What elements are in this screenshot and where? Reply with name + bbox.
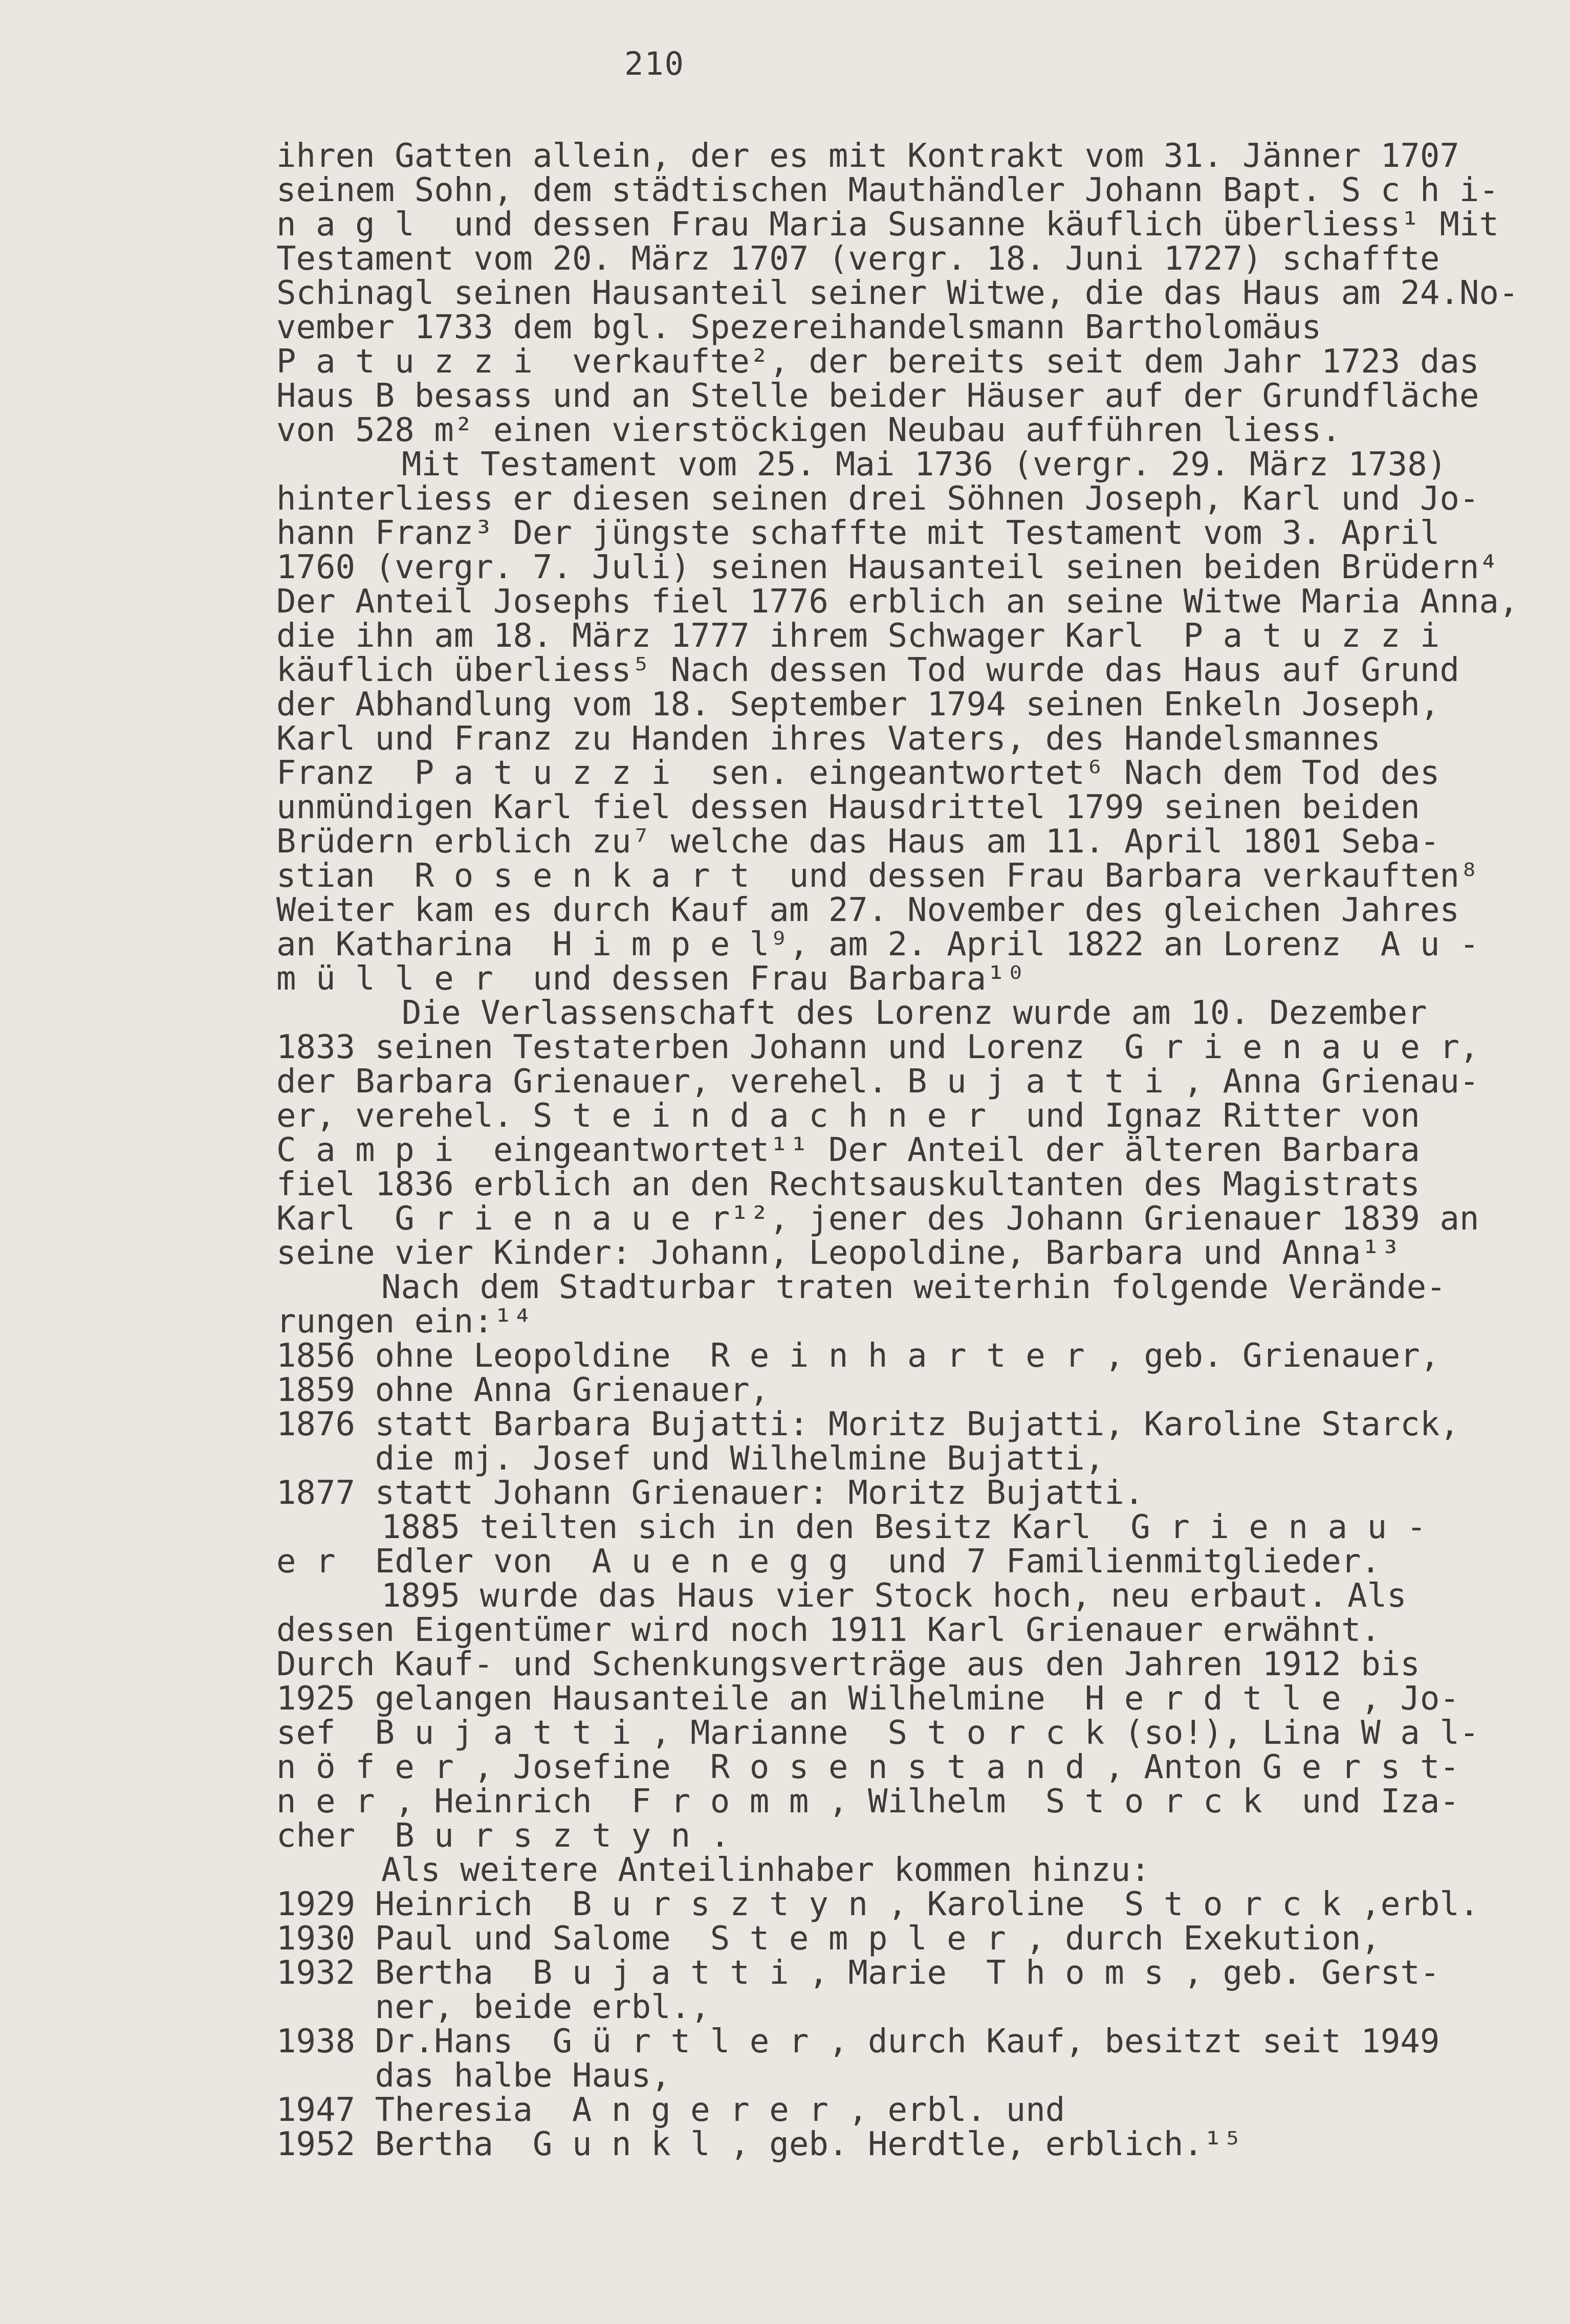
text-line: von 528 m² einen vierstöckigen Neubau aufführen liess. bbox=[276, 411, 1341, 449]
list-item: das halbe Haus, bbox=[276, 2057, 671, 2095]
paragraph-1 bbox=[276, 139, 1540, 448]
text-line: er, verehel. S t e i n d a c h n e r und Ignaz Ritter von bbox=[276, 1097, 1420, 1135]
list-item: 1932 Bertha B u j a t t i , Marie T h o m s , geb. Gerst- bbox=[276, 1954, 1440, 1992]
list-item: 1947 Theresia A n g e r e r , erbl. und bbox=[276, 2091, 1065, 2129]
paragraph-2 bbox=[276, 448, 1540, 996]
text-line: Franz P a t u z z i sen. eingeantwortet⁶ Nach dem Tod des bbox=[276, 754, 1440, 792]
paragraph-6 bbox=[276, 1579, 1540, 1853]
list-item: 1929 Heinrich B u r s z t y n , Karoline S t o r c k ,erbl. bbox=[276, 1885, 1479, 1923]
text-line: 1760 (vergr. 7. Juli) seinen Hausanteil seinen beiden Brüdern⁴ bbox=[276, 549, 1499, 586]
text-line: Mit Testament vom 25. Mai 1736 (vergr. 29. März 1738) bbox=[402, 446, 1447, 484]
list-item: 1876 statt Barbara Bujatti: Moritz Bujatti, Karoline Starck, bbox=[276, 1406, 1459, 1443]
list-item: 1938 Dr.Hans G ü r t l e r , durch Kauf, besitzt seit 1949 bbox=[276, 2023, 1440, 2060]
text-line: Brüdern erblich zu⁷ welche das Haus am 11. April 1801 Seba- bbox=[276, 823, 1440, 861]
paragraph-5 bbox=[276, 1510, 1540, 1579]
paragraph-3 bbox=[276, 996, 1540, 1270]
text-line: 1833 seinen Testaterben Johann und Lorenz G r i e n a u e r, bbox=[276, 1028, 1479, 1066]
text-line: Durch Kauf- und Schenkungsverträge aus den Jahren 1912 bis bbox=[276, 1646, 1420, 1683]
body-text bbox=[276, 139, 1540, 2162]
text-line: 1925 gelangen Hausanteile an Wilhelmine H e r d t l e , Jo- bbox=[276, 1680, 1459, 1718]
text-line: Karl und Franz zu Handen ihres Vaters, des Handelsmannes bbox=[276, 720, 1381, 758]
text-line: P a t u z z i verkaufte², der bereits seit dem Jahr 1723 das bbox=[276, 343, 1479, 381]
text-line: dessen Eigentümer wird noch 1911 Karl Grienauer erwähnt. bbox=[276, 1611, 1381, 1649]
text-line: n a g l und dessen Frau Maria Susanne käuflich überliess¹ Mit bbox=[276, 206, 1499, 244]
text-line: vember 1733 dem bgl. Spezereihandelsmann Bartholomäus bbox=[276, 309, 1322, 346]
text-line: stian R o s e n k a r t und dessen Frau Barbara verkauften⁸ bbox=[276, 857, 1479, 895]
text-line: cher B u r s z t y n . bbox=[276, 1817, 730, 1855]
paragraph-7 bbox=[276, 1853, 1540, 1888]
text-line: sef B u j a t t i , Marianne S t o r c k (so!), Lina W a l- bbox=[276, 1714, 1479, 1752]
change-list-2 bbox=[276, 1885, 1540, 2163]
text-line: die ihn am 18. März 1777 ihrem Schwager Karl P a t u z z i bbox=[276, 617, 1440, 655]
text-line: n e r , Heinrich F r o m m , Wilhelm S t o r c k und Iza- bbox=[276, 1783, 1459, 1821]
paragraph-4 bbox=[276, 1270, 1540, 1339]
list-item: 1859 ohne Anna Grienauer, bbox=[276, 1371, 770, 1409]
text-line: e r Edler von A u e n e g g und 7 Familienmitglieder. bbox=[276, 1543, 1381, 1581]
text-line: der Barbara Grienauer, verehel. B u j a t t i , Anna Grienau- bbox=[276, 1063, 1479, 1101]
text-line: der Abhandlung vom 18. September 1794 seinen Enkeln Joseph, bbox=[276, 686, 1440, 723]
text-line: n ö f e r , Josefine R o s e n s t a n d , Anton G e r s t- bbox=[276, 1748, 1459, 1786]
text-line: rungen ein:¹⁴ bbox=[276, 1303, 533, 1341]
text-line: Schinagl seinen Hausanteil seiner Witwe, die das Haus am 24.No- bbox=[276, 274, 1519, 312]
text-line: C a m p i eingeantwortet¹¹ Der Anteil der älteren Barbara bbox=[276, 1131, 1420, 1169]
text-line: an Katharina H i m p e l⁹, am 2. April 1822 an Lorenz A u - bbox=[276, 926, 1479, 963]
list-item: 1877 statt Johann Grienauer: Moritz Bujatti. bbox=[276, 1474, 1144, 1512]
list-item: 1930 Paul und Salome S t e m p l e r , durch Exekution, bbox=[276, 1920, 1381, 1958]
text-line: Haus B besass und an Stelle beider Häuser auf der Grundfläche bbox=[276, 377, 1479, 415]
list-item: 1856 ohne Leopoldine R e i n h a r t e r , geb. Grienauer, bbox=[276, 1337, 1440, 1375]
text-line: Der Anteil Josephs fiel 1776 erblich an seine Witwe Maria Anna, bbox=[276, 583, 1519, 621]
text-line: Weiter kam es durch Kauf am 27. November des gleichen Jahres bbox=[276, 891, 1459, 929]
text-line: ihren Gatten allein, der es mit Kontrakt vom 31. Jänner 1707 bbox=[276, 137, 1459, 175]
page-number: 210 bbox=[624, 45, 685, 82]
list-item: die mj. Josef und Wilhelmine Bujatti, bbox=[276, 1440, 1105, 1478]
text-line: hann Franz³ Der jüngste schaffte mit Testament vom 3. April bbox=[276, 514, 1440, 552]
text-line: seinem Sohn, dem städtischen Mauthändler Johann Bapt. S c h i- bbox=[276, 171, 1499, 209]
list-item: 1952 Bertha G u n k l , geb. Herdtle, erblich.¹⁵ bbox=[276, 2125, 1243, 2163]
text-line: käuflich überliess⁵ Nach dessen Tod wurde das Haus auf Grund bbox=[276, 651, 1459, 689]
text-line: m ü l l e r und dessen Frau Barbara¹⁰ bbox=[276, 960, 1026, 998]
text-line: Testament vom 20. März 1707 (vergr. 18. Juni 1727) schaffte bbox=[276, 240, 1440, 278]
text-line: 1885 teilten sich in den Besitz Karl G r i e n a u - bbox=[381, 1508, 1427, 1546]
list-item: ner, beide erbl., bbox=[276, 1988, 710, 2026]
text-line: unmündigen Karl fiel dessen Hausdrittel 1799 seinen beiden bbox=[276, 788, 1420, 826]
text-line: seine vier Kinder: Johann, Leopoldine, Barbara und Anna¹³ bbox=[276, 1234, 1401, 1272]
text-line: Karl G r i e n a u e r¹², jener des Johann Grienauer 1839 an bbox=[276, 1200, 1479, 1238]
text-line: fiel 1836 erblich an den Rechtsauskultanten des Magistrats bbox=[276, 1166, 1420, 1203]
text-line: hinterliess er diesen seinen drei Söhnen Joseph, Karl und Jo- bbox=[276, 480, 1479, 518]
text-line: 1895 wurde das Haus vier Stock hoch, neu erbaut. Als bbox=[381, 1577, 1407, 1615]
text-line: Nach dem Stadturbar traten weiterhin folgende Verände- bbox=[381, 1268, 1446, 1306]
text-line: Als weitere Anteilinhaber kommen hinzu: bbox=[381, 1851, 1150, 1889]
change-list-1 bbox=[276, 1339, 1540, 1510]
text-line: Die Verlassenschaft des Lorenz wurde am 10. Dezember bbox=[402, 994, 1427, 1032]
